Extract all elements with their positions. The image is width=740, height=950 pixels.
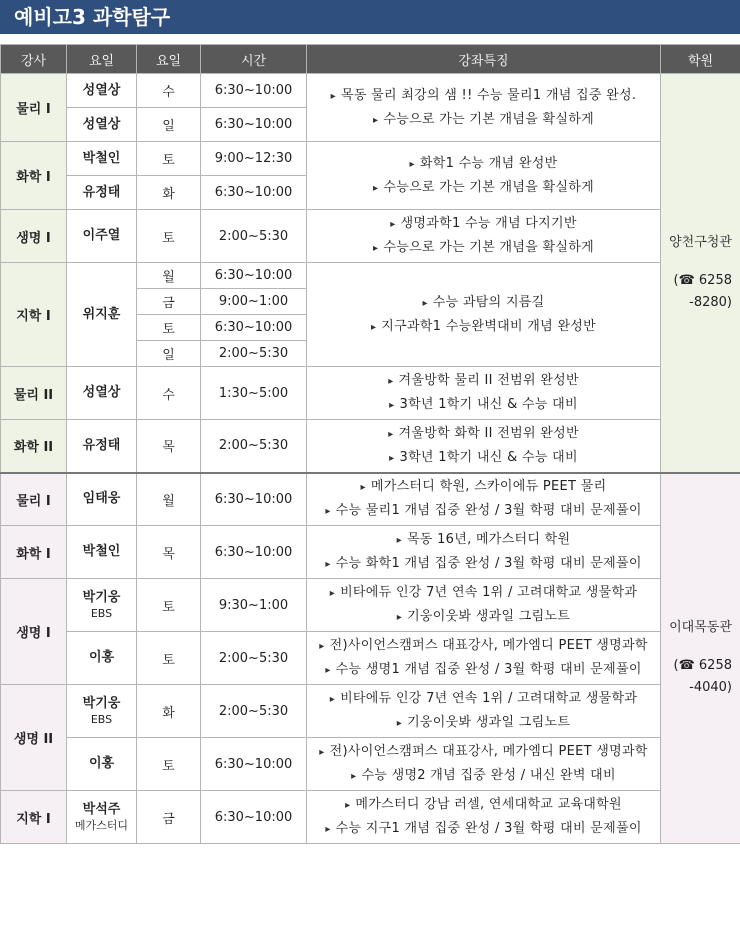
day-cell: 일 (137, 341, 201, 367)
day-cell: 월 (137, 473, 201, 526)
teacher-cell (67, 685, 137, 738)
teacher-name: 이홍 (88, 756, 115, 771)
day-cell: 토 (137, 579, 201, 632)
teacher-cell (67, 632, 137, 685)
subject-cell: 생명 II (1, 685, 67, 791)
feature-line: ▸ 화학1 수능 개념 완성반 (307, 152, 660, 176)
feature-line: ▸ 수능으로 가는 기본 개념을 확실하게 (307, 236, 660, 260)
feature-line: ▸ 목동 물리 최강의 샘 !! 수능 물리1 개념 집중 완성. (307, 84, 660, 108)
day-cell: 토 (137, 142, 201, 176)
time-cell: 6:30~10:00 (201, 738, 307, 791)
teacher-cell: 성열상 (67, 367, 137, 420)
academy-cell (661, 473, 740, 844)
time-cell: 6:30~10:00 (201, 263, 307, 289)
feature-line: ▸ 메가스터디 학원, 스카이에듀 PEET 물리 (307, 475, 660, 499)
feature-line: ▸ 수능으로 가는 기본 개념을 확실하게 (307, 108, 660, 132)
feature-line: ▸ 비타에듀 인강 7년 연속 1위 / 고려대학교 생물학과 (307, 581, 660, 605)
teacher-name: 박기웅 (82, 589, 121, 605)
feature-cell (307, 738, 661, 791)
schedule-table (0, 44, 740, 844)
time-cell: 6:30~10:00 (201, 74, 307, 108)
time-cell: 2:00~5:30 (201, 420, 307, 473)
subject-cell: 지학 I (1, 791, 67, 844)
day-cell: 금 (137, 289, 201, 315)
feature-cell (307, 791, 661, 844)
table-row (1, 210, 740, 263)
table-row (1, 473, 740, 526)
table-row (1, 74, 740, 108)
table-row (1, 263, 740, 289)
feature-cell (307, 579, 661, 632)
feature-cell (307, 142, 661, 210)
teacher-cell: 성열상 (67, 108, 137, 142)
subject-cell: 생명 I (1, 210, 67, 263)
feature-line: ▸ 지구과학1 수능완벽대비 개념 완성반 (307, 315, 660, 339)
teacher-name: 임태웅 (82, 491, 121, 507)
teacher-cell: 성열상 (67, 74, 137, 108)
academy-name: 이대목동관 (669, 620, 732, 636)
academy-phone: (☎ 6258 (673, 272, 732, 288)
table-row (1, 685, 740, 738)
time-cell: 9:00~12:30 (201, 142, 307, 176)
teacher-name: 박철인 (82, 544, 121, 559)
teacher-cell: 이주열 (67, 210, 137, 263)
table-row (1, 791, 740, 844)
feature-line: ▸ 겨울방학 화학 II 전범위 완성반 (307, 422, 660, 446)
time-cell: 2:00~5:30 (201, 632, 307, 685)
subject-cell: 지학 I (1, 263, 67, 367)
teacher-cell (67, 579, 137, 632)
day-cell: 토 (137, 738, 201, 791)
time-cell: 2:00~5:30 (201, 341, 307, 367)
header-day-2: 요일 (137, 45, 201, 74)
feature-line: ▸ 비타에듀 인강 7년 연속 1위 / 고려대학교 생물학과 (307, 687, 660, 711)
header-academy: 학원 (661, 45, 740, 74)
table-row (1, 367, 740, 420)
feature-line: ▸ 수능 물리1 개념 집중 완성 / 3월 학평 대비 문제풀이 (307, 499, 660, 523)
table-row (1, 526, 740, 579)
day-cell: 화 (137, 176, 201, 210)
table-row (1, 579, 740, 632)
day-cell: 토 (137, 315, 201, 341)
time-cell: 9:00~1:00 (201, 289, 307, 315)
teacher-cell: 유정태 (67, 176, 137, 210)
day-cell: 수 (137, 367, 201, 420)
feature-cell (307, 210, 661, 263)
table-row (1, 632, 740, 685)
feature-cell (307, 632, 661, 685)
table-row (1, 738, 740, 791)
academy-phone: -4040) (689, 680, 732, 696)
subject-cell: 화학 I (1, 142, 67, 210)
teacher-cell: 위지훈 (67, 263, 137, 367)
subject-cell: 화학 I (1, 526, 67, 579)
table-row (1, 420, 740, 473)
teacher-affiliation: 메가스터디 (74, 818, 129, 832)
time-cell: 6:30~10:00 (201, 473, 307, 526)
time-cell: 6:30~10:00 (201, 315, 307, 341)
header-instructor: 강사 (1, 45, 67, 74)
subject-cell: 물리 I (1, 473, 67, 526)
subject-cell: 화학 II (1, 420, 67, 473)
table-row (1, 142, 740, 176)
feature-line: ▸ 기웅이웃봐 생과일 그림노트 (307, 711, 660, 735)
day-cell: 토 (137, 632, 201, 685)
subject-cell: 물리 I (1, 74, 67, 142)
header-day-1: 요일 (67, 45, 137, 74)
time-cell: 6:30~10:00 (201, 176, 307, 210)
header-features: 강좌특징 (307, 45, 661, 74)
teacher-cell (67, 526, 137, 579)
feature-line: ▸ 수능 지구1 개념 집중 완성 / 3월 학평 대비 문제풀이 (307, 817, 660, 841)
teacher-cell (67, 473, 137, 526)
page-title: 예비고3 과학탐구 (0, 0, 740, 34)
teacher-name: 이홍 (88, 650, 115, 665)
teacher-cell: 유정태 (67, 420, 137, 473)
feature-line: ▸ 메가스터디 강남 러셀, 연세대학교 교육대학원 (307, 793, 660, 817)
subject-cell: 생명 I (1, 579, 67, 685)
feature-cell (307, 367, 661, 420)
teacher-affiliation: EBS (90, 712, 113, 726)
teacher-cell (67, 791, 137, 844)
feature-line: ▸ 생명과학1 수능 개념 다지기반 (307, 212, 660, 236)
teacher-affiliation: EBS (90, 606, 113, 620)
academy-name: 양천구청관 (669, 234, 732, 250)
feature-line: ▸ 겨울방학 물리 II 전범위 완성반 (307, 369, 660, 393)
day-cell: 수 (137, 74, 201, 108)
time-cell: 1:30~5:00 (201, 367, 307, 420)
academy-phone: -8280) (689, 294, 732, 310)
teacher-name: 박석주 (82, 801, 121, 817)
teacher-cell: 박철인 (67, 142, 137, 176)
feature-line: ▸ 전)사이언스캠퍼스 대표강사, 메가엠디 PEET 생명과학 (307, 740, 660, 764)
day-cell: 금 (137, 791, 201, 844)
feature-line: ▸ 기웅이웃봐 생과일 그림노트 (307, 605, 660, 629)
time-cell: 6:30~10:00 (201, 526, 307, 579)
feature-line: ▸ 수능으로 가는 기본 개념을 확실하게 (307, 176, 660, 200)
feature-cell (307, 263, 661, 367)
day-cell: 월 (137, 263, 201, 289)
day-cell: 목 (137, 526, 201, 579)
feature-line: ▸ 3학년 1학기 내신 & 수능 대비 (307, 393, 660, 417)
time-cell: 6:30~10:00 (201, 108, 307, 142)
feature-cell (307, 420, 661, 473)
feature-line: ▸ 수능 생명2 개념 집중 완성 / 내신 완벽 대비 (307, 764, 660, 788)
subject-cell: 물리 II (1, 367, 67, 420)
feature-cell (307, 685, 661, 738)
academy-cell (661, 74, 740, 473)
feature-cell (307, 526, 661, 579)
feature-line: ▸ 수능 생명1 개념 집중 완성 / 3월 학평 대비 문제풀이 (307, 658, 660, 682)
feature-line: ▸ 전)사이언스캠퍼스 대표강사, 메가엠디 PEET 생명과학 (307, 634, 660, 658)
teacher-cell (67, 738, 137, 791)
header-time: 시간 (201, 45, 307, 74)
day-cell: 화 (137, 685, 201, 738)
feature-line: ▸ 수능 화학1 개념 집중 완성 / 3월 학평 대비 문제풀이 (307, 552, 660, 576)
feature-cell (307, 74, 661, 142)
feature-line: ▸ 3학년 1학기 내신 & 수능 대비 (307, 446, 660, 470)
academy-phone: (☎ 6258 (673, 658, 732, 674)
day-cell: 일 (137, 108, 201, 142)
time-cell: 6:30~10:00 (201, 791, 307, 844)
feature-cell (307, 473, 661, 526)
time-cell: 2:00~5:30 (201, 685, 307, 738)
teacher-name: 박기웅 (82, 695, 121, 711)
header-row (1, 45, 740, 74)
time-cell: 2:00~5:30 (201, 210, 307, 263)
day-cell: 토 (137, 210, 201, 263)
feature-line: ▸ 목동 16년, 메가스터디 학원 (307, 528, 660, 552)
time-cell: 9:30~1:00 (201, 579, 307, 632)
feature-line: ▸ 수능 과탐의 지름길 (307, 291, 660, 315)
day-cell: 목 (137, 420, 201, 473)
